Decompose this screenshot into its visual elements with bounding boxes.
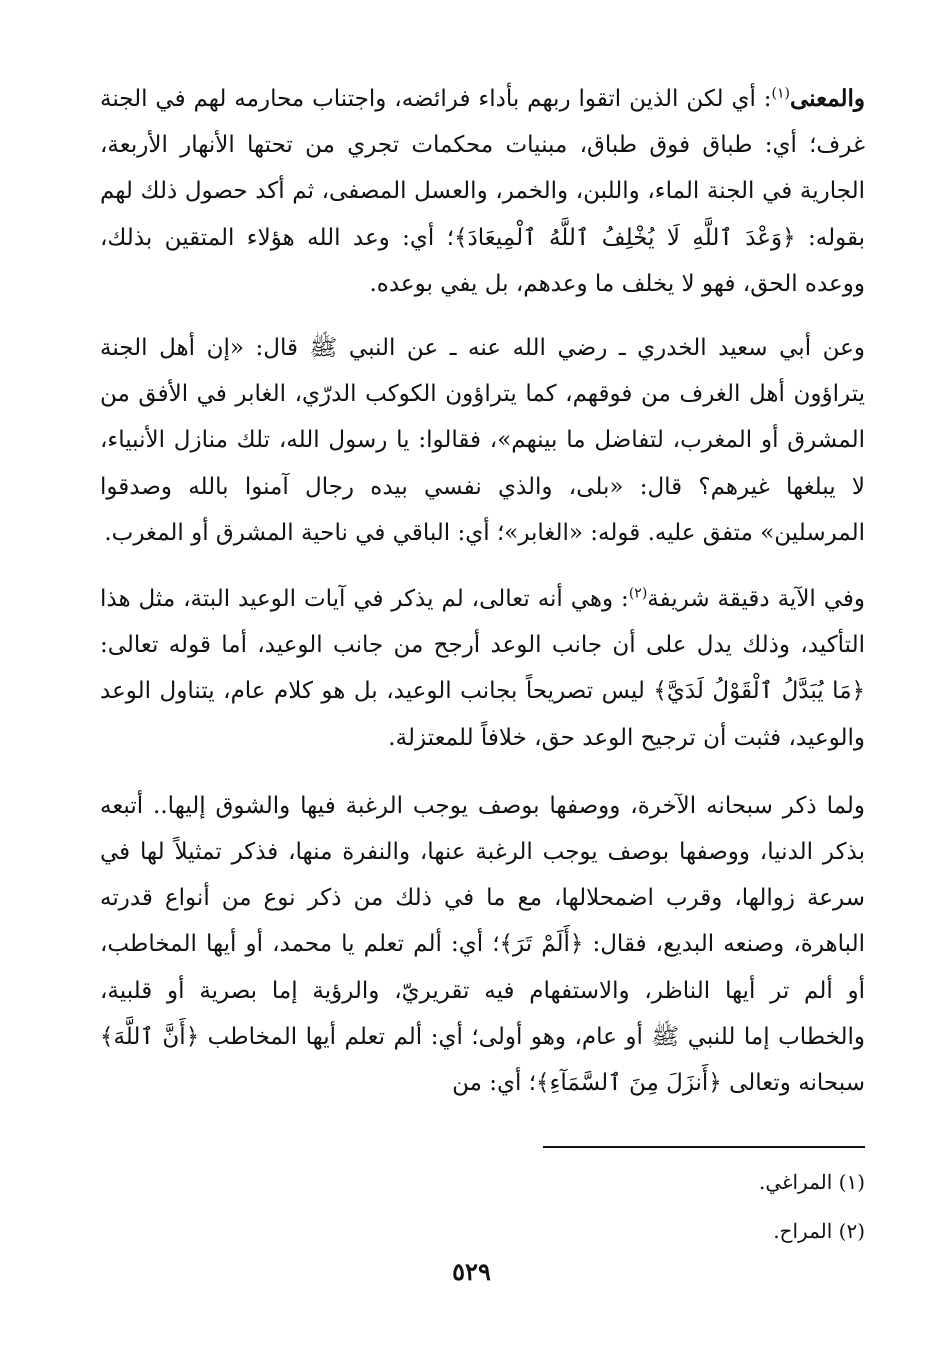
paragraph-dunya bbox=[100, 783, 865, 1106]
paragraph-lead: والمعنى bbox=[789, 85, 865, 112]
paragraph-subtle-point bbox=[100, 576, 865, 761]
paragraph-text: وعن أبي سعيد الخدري ـ رضي الله عنه ـ عن النبي ﷺ قال: «إن أهل الجنة يتراؤون أهل الغرف من فوقهم، كما يتراؤون الكوكب الدرّي، الغابر في الأفق من المشرق أو المغرب، لتفاضل ما بينهم»، فقالوا: يا رسول الله، تلك منازل الأنبياء، لا يبلغها غيرهم؟ قال: «بلى، والذي نفسي بيده رجال آمنوا بالله وصدقوا المرسلين» متفق عليه. قوله: «الغابر»؛ أي: الباقي في ناحية المشرق أو المغرب. bbox=[100, 335, 865, 546]
paragraph-meaning bbox=[100, 76, 865, 307]
footnotes bbox=[759, 1158, 865, 1256]
footnote-ref: (٢) bbox=[628, 585, 648, 602]
footnote-item: (٢) المراح. bbox=[773, 1219, 865, 1243]
paragraph-text: ولما ذكر سبحانه الآخرة، ووصفها بوصف يوجب الرغبة فيها والشوق إليها.. أتبعه بذكر الدنيا، ووصفها بوصف يوجب الرغبة عنها، والنفرة منها، فذكر تمثيلاً لها في سرعة زوالها، وقرب اضمحلالها، مع ما في ذلك من ذكر نوع من أنواع قدرته الباهرة، وصنعه البديع، فقال: ﴿أَلَمْ تَرَ﴾؛ أي: ألم تعلم يا محمد، أو أيها المخاطب، أو ألم تر أيها الناظر، والاستفهام فيه تقريريّ، والرؤية إما بصرية أو قلبية، والخطاب إما للنبي ﷺ أو عام، وهو أولى؛ أي: ألم تعلم أيها المخاطب ﴿أَنَّ ٱللَّهَ﴾ سبحانه وتعالى ﴿أَنزَلَ مِنَ ٱلسَّمَآءِ﴾؛ أي: من bbox=[100, 792, 865, 1097]
paragraph-lead: وفي الآية دقيقة شريفة bbox=[647, 586, 866, 613]
paragraph-hadith bbox=[100, 325, 865, 556]
paragraph-text: : وهي أنه تعالى، لم يذكر في آيات الوعيد البتة، مثل هذا التأكيد، وذلك يدل على أن جانب الوعد أرجح من جانب الوعيد، أما قوله تعالى: ﴿مَا يُبَدَّلُ ٱلْقَوْلُ لَدَيَّ﴾ ليس تصريحاً بجانب الوعيد، بل هو كلام عام، يتناول الوعد والوعيد، فثبت أن ترجيح الوعد حق، خلافاً للمعتزلة. bbox=[100, 586, 865, 751]
page-number: ٥٢٩ bbox=[452, 1257, 491, 1286]
footnote-ref: (١) bbox=[771, 85, 790, 102]
footnote-separator bbox=[543, 1146, 865, 1148]
footnote-item: (١) المراغي. bbox=[758, 1170, 865, 1194]
paragraph-text: : أي لكن الذين اتقوا ربهم بأداء فرائضه، واجتناب محارمه لهم في الجنة غرف؛ أي: طباق فوق طباق، مبنيات محكمات تجري من تحتها الأنهار الأربعة، الجارية في الجنة الماء، واللبن، والخمر، والعسل المصفى، ثم أكد حصول ذلك لهم بقوله: ﴿وَعْدَ ٱللَّهِ لَا يُخْلِفُ ٱللَّهُ ٱلْمِيعَادَ﴾؛ أي: وعد الله هؤلاء المتقين بذلك، ووعده الحق، فهو لا يخلف ما وعدهم، بل يفي بوعده. bbox=[100, 86, 865, 297]
